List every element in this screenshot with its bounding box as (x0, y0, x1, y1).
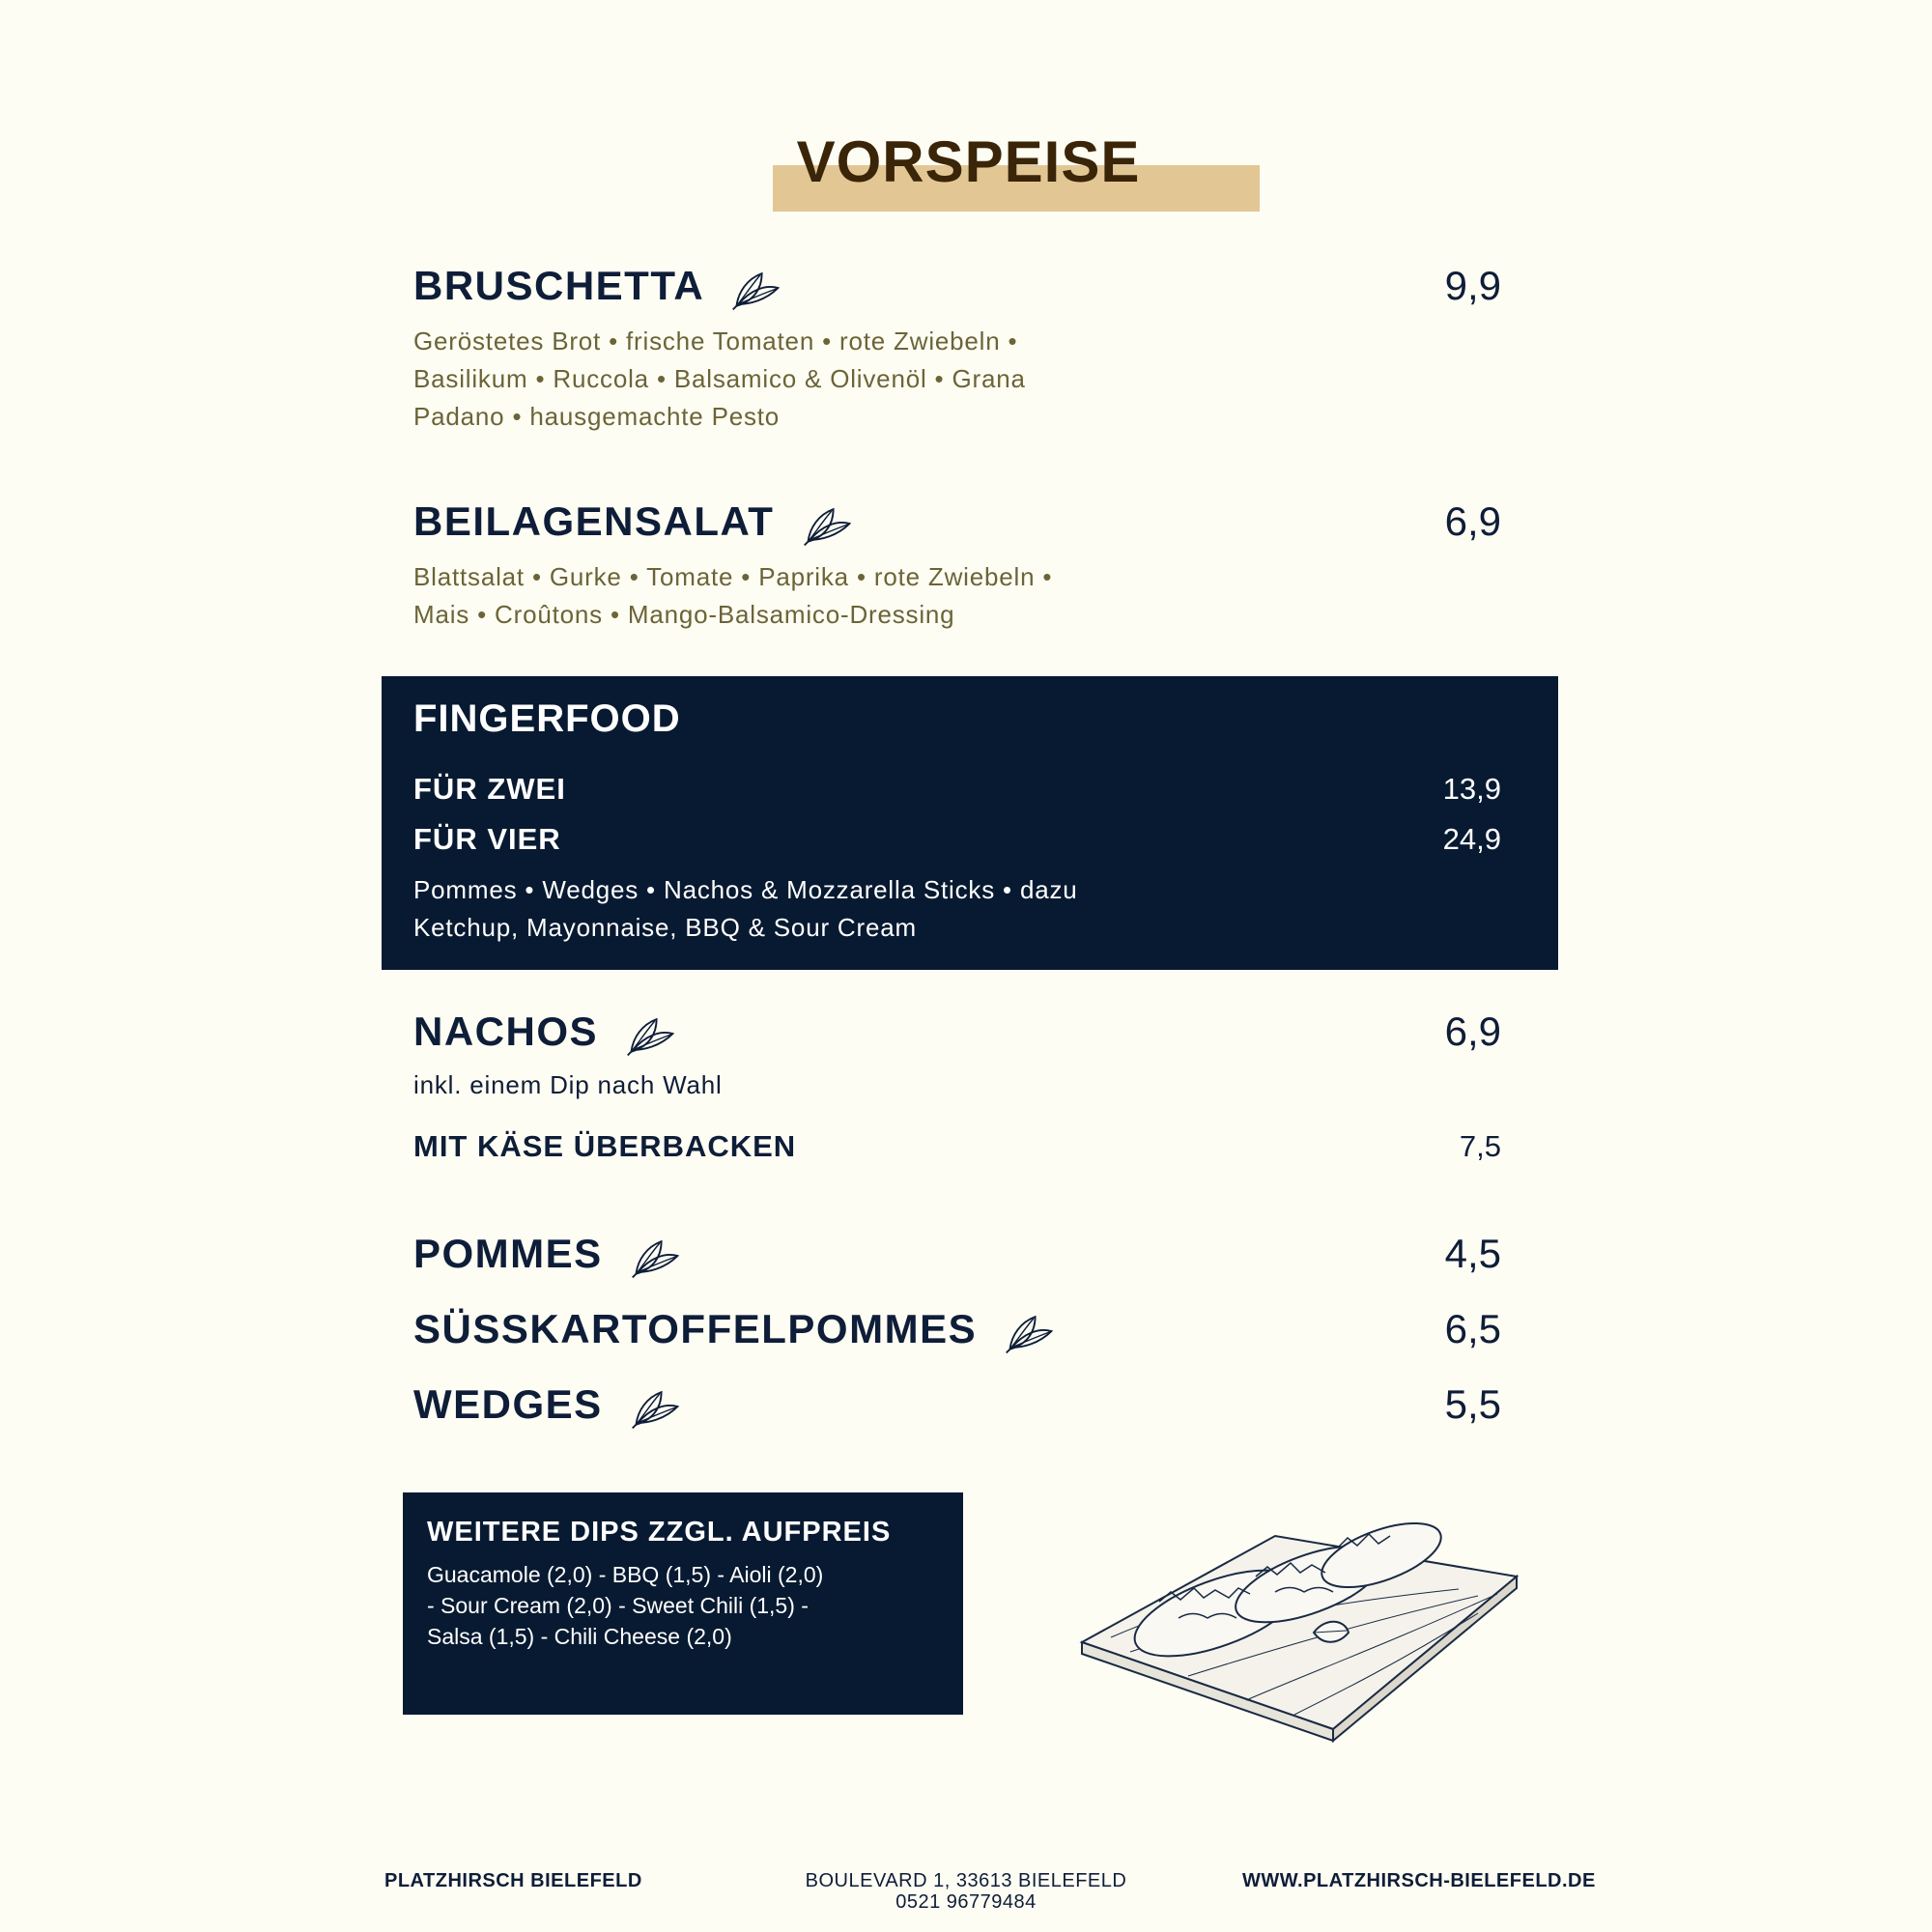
fingerfood-description (413, 871, 1148, 947)
item-name: SÜSSKARTOFFELPOMMES (413, 1306, 978, 1351)
dips-line: Salsa (1,5) - Chili Cheese (2,0) (427, 1624, 732, 1649)
fingerfood-option-price: 24,9 (1442, 822, 1501, 856)
dips-line: Guacamole (2,0) - BBQ (1,5) - Aioli (2,0) (427, 1562, 824, 1587)
item-name: POMMES (413, 1231, 603, 1276)
item-description (413, 323, 1128, 436)
leaf-icon (1003, 1309, 1057, 1355)
description-line: Mais • Croûtons • Mango-Balsamico-Dressing (413, 600, 955, 629)
item-price: 6,9 (1444, 1009, 1501, 1054)
item-price: 9,9 (1444, 263, 1501, 308)
fingerfood-option-label: FÜR VIER (413, 822, 561, 856)
dips-title: WEITERE DIPS ZZGL. AUFPREIS (427, 1517, 892, 1548)
description-line: Padano • hausgemachte Pesto (413, 402, 781, 431)
description-line: Blattsalat • Gurke • Tomate • Paprika • rote Zwiebeln • (413, 562, 1053, 591)
dips-list (427, 1559, 891, 1652)
item-price: 6,5 (1444, 1306, 1501, 1351)
footer-website-link[interactable]: WWW.PLATZHIRSCH-BIELEFELD.DE (1242, 1870, 1596, 1891)
fingerfood-option-price: 13,9 (1442, 772, 1501, 806)
footer-phone: 0521 96779484 (895, 1891, 1037, 1913)
description-line: Ketchup, Mayonnaise, BBQ & Sour Cream (413, 913, 917, 942)
item-price: 4,5 (1444, 1231, 1501, 1276)
item-name: BEILAGENSALAT (413, 498, 775, 544)
description-line: Pommes • Wedges • Nachos & Mozzarella Sticks • dazu (413, 875, 1078, 904)
leaf-icon (629, 1234, 683, 1280)
item-name: BRUSCHETTA (413, 263, 703, 308)
fingerfood-title: FINGERFOOD (413, 697, 681, 740)
item-name: NACHOS (413, 1009, 599, 1054)
description-line: Geröstetes Brot • frische Tomaten • rote Zwiebeln • (413, 327, 1018, 355)
menu-item-nachos (413, 1007, 678, 1058)
nachos-extra-price: 7,5 (1459, 1129, 1501, 1163)
item-price: 5,5 (1444, 1381, 1501, 1427)
menu-item-beilagensalat (413, 497, 855, 548)
menu-item-pommes (413, 1229, 683, 1280)
item-name: WEDGES (413, 1381, 603, 1427)
nachos-extra-label: MIT KÄSE ÜBERBACKEN (413, 1129, 797, 1163)
leaf-icon (629, 1384, 683, 1431)
bruschetta-board-illustration (1072, 1488, 1526, 1758)
menu-item-wedges (413, 1379, 683, 1431)
leaf-icon (624, 1011, 678, 1058)
dips-line: - Sour Cream (2,0) - Sweet Chili (1,5) - (427, 1593, 809, 1618)
menu-item-suesskartoffelpommes (413, 1304, 1057, 1355)
item-description: inkl. einem Dip nach Wahl (413, 1070, 723, 1099)
fingerfood-option-label: FÜR ZWEI (413, 772, 566, 806)
description-line: Basilikum • Ruccola • Balsamico & Olivenöl • Grana (413, 364, 1026, 393)
leaf-icon (729, 266, 783, 312)
item-price: 6,9 (1444, 498, 1501, 544)
leaf-icon (801, 501, 855, 548)
footer-restaurant-name: PLATZHIRSCH BIELEFELD (384, 1870, 642, 1891)
item-description (413, 558, 1167, 634)
footer-address: BOULEVARD 1, 33613 BIELEFELD (805, 1870, 1127, 1891)
menu-item-bruschetta (413, 261, 783, 312)
page-title: VORSPEISE (796, 129, 1141, 194)
